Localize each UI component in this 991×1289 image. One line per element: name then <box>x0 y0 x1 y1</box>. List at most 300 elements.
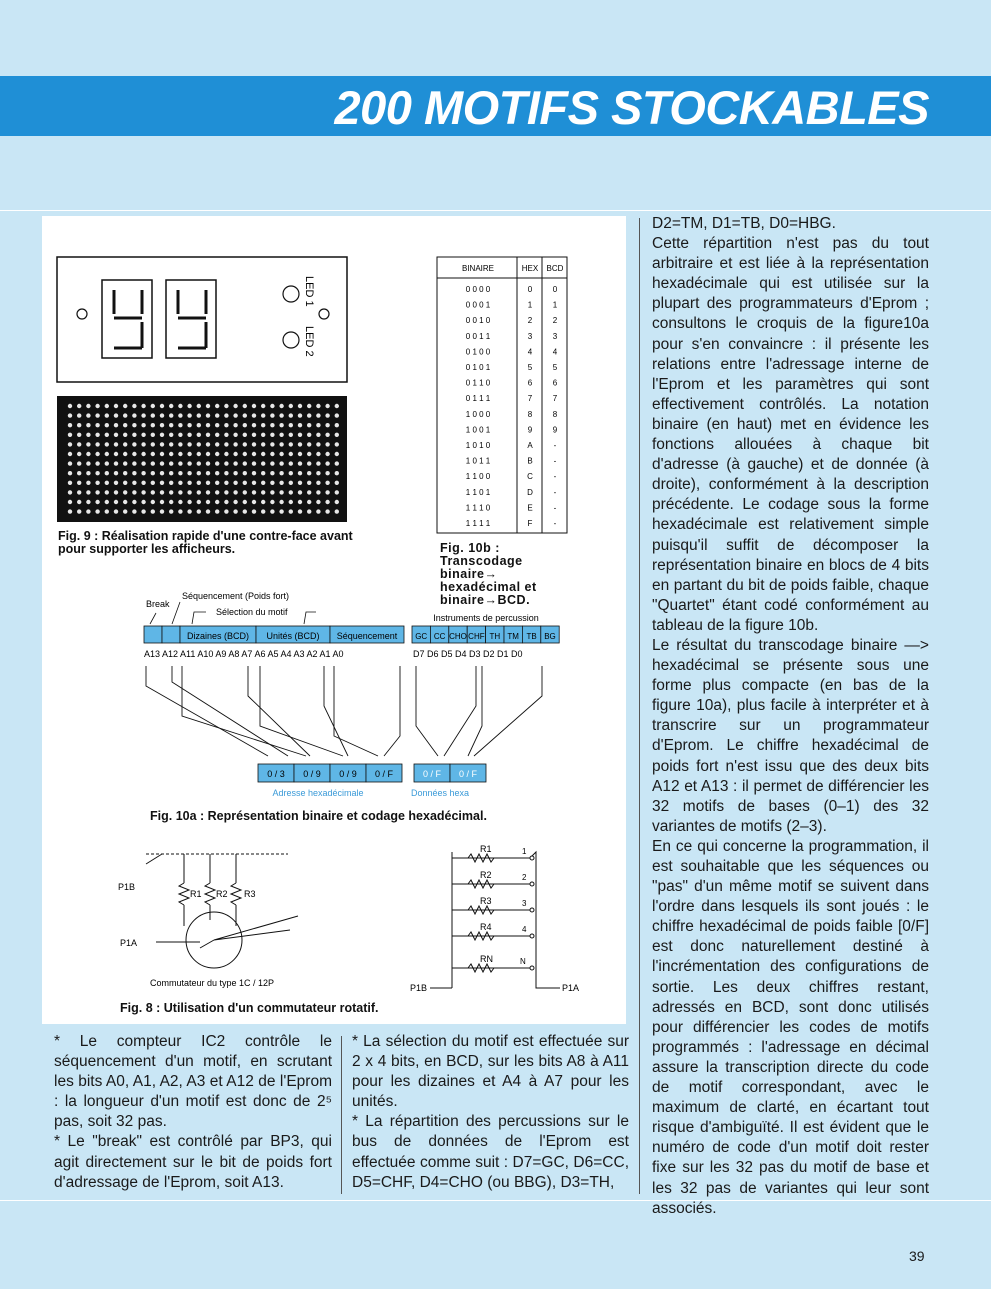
board-hole <box>68 452 72 456</box>
board-hole <box>335 442 339 446</box>
board-hole <box>114 509 118 513</box>
table-hex-cell: E <box>527 503 533 513</box>
board-hole <box>215 442 219 446</box>
board-hole <box>335 490 339 494</box>
board-hole <box>151 442 155 446</box>
board-hole <box>307 433 311 437</box>
board-hole <box>252 442 256 446</box>
board-hole <box>252 500 256 504</box>
board-hole <box>77 442 81 446</box>
table-bcd-cell: - <box>553 503 557 513</box>
board-hole <box>114 442 118 446</box>
board-hole <box>224 490 228 494</box>
board-hole <box>169 490 173 494</box>
board-hole <box>105 404 109 408</box>
board-hole <box>68 471 72 475</box>
table-hex-cell: 6 <box>527 378 533 388</box>
board-hole <box>270 433 274 437</box>
board-hole <box>206 433 210 437</box>
board-hole <box>233 490 237 494</box>
board-hole <box>160 423 164 427</box>
board-hole <box>289 461 293 465</box>
board-hole <box>289 490 293 494</box>
board-hole <box>151 404 155 408</box>
table-binary-cell: 0 0 0 0 <box>465 285 491 294</box>
board-hole <box>243 404 247 408</box>
data-hex-label: Données hexa <box>410 788 470 798</box>
board-hole <box>298 500 302 504</box>
board-hole <box>279 404 283 408</box>
fig10b-table <box>436 256 568 534</box>
board-hole <box>197 500 201 504</box>
board-hole <box>206 442 210 446</box>
board-hole <box>279 413 283 417</box>
board-hole <box>197 404 201 408</box>
board-hole <box>261 433 265 437</box>
fig10b-caption: Fig. 10b : Transcodage binaire→ hexadécimal et binaire→BCD. <box>440 541 537 607</box>
board-hole <box>151 461 155 465</box>
board-hole <box>187 413 191 417</box>
table-bcd-cell: 0 <box>552 285 558 294</box>
board-hole <box>335 471 339 475</box>
board-hole <box>141 500 145 504</box>
board-hole <box>325 452 329 456</box>
board-hole <box>114 452 118 456</box>
board-hole <box>307 500 311 504</box>
board-hole <box>68 413 72 417</box>
board-hole <box>68 490 72 494</box>
board-hole <box>141 423 145 427</box>
table-binary-cell: 0 1 1 0 <box>465 378 491 388</box>
board-hole <box>169 481 173 485</box>
board-hole <box>178 413 182 417</box>
board-hole <box>298 413 302 417</box>
fig8-r2-right: R2 <box>480 870 492 880</box>
board-hole <box>224 433 228 437</box>
table-bcd-cell: - <box>553 441 557 450</box>
board-hole <box>160 481 164 485</box>
board-hole <box>335 481 339 485</box>
board-hole <box>307 461 311 465</box>
board-hole <box>298 452 302 456</box>
board-hole <box>243 433 247 437</box>
table-binary-cell: 1 1 0 1 <box>465 487 491 497</box>
board-hole <box>243 413 247 417</box>
text-column-1 <box>54 1032 332 1193</box>
board-hole <box>206 471 210 475</box>
board-hole <box>252 433 256 437</box>
board-hole <box>197 509 201 513</box>
board-hole <box>261 442 265 446</box>
board-hole <box>279 490 283 494</box>
board-hole <box>252 481 256 485</box>
fig8-diagram <box>110 838 590 998</box>
board-hole <box>187 509 191 513</box>
board-hole <box>298 442 302 446</box>
table-hex-cell: 5 <box>527 363 533 372</box>
instrument-label: TH <box>489 632 501 641</box>
fig8-p1b-right: P1B <box>410 983 428 993</box>
board-hole <box>243 442 247 446</box>
table-binary-cell: 1 0 1 0 <box>465 441 491 450</box>
board-hole <box>215 423 219 427</box>
board-hole <box>270 471 274 475</box>
board-hole <box>160 413 164 417</box>
board-hole <box>233 413 237 417</box>
board-hole <box>95 471 99 475</box>
board-hole <box>178 461 182 465</box>
board-hole <box>325 442 329 446</box>
board-hole <box>206 500 210 504</box>
board-hole <box>68 404 72 408</box>
stripboard <box>57 396 347 522</box>
board-hole <box>169 423 173 427</box>
board-hole <box>261 404 265 408</box>
board-hole <box>132 471 136 475</box>
board-hole <box>307 413 311 417</box>
board-hole <box>298 423 302 427</box>
board-hole <box>160 490 164 494</box>
board-hole <box>160 433 164 437</box>
board-hole <box>289 413 293 417</box>
board-hole <box>243 481 247 485</box>
fig8-switch-label: Commutateur du type 1C / 12P <box>150 978 275 988</box>
board-hole <box>77 433 81 437</box>
table-hex-cell: 3 <box>527 331 533 341</box>
fig8-p1a-left: P1A <box>120 938 138 948</box>
board-hole <box>252 423 256 427</box>
board-hole <box>187 461 191 465</box>
board-hole <box>261 509 265 513</box>
board-hole <box>169 452 173 456</box>
board-hole <box>114 500 118 504</box>
board-hole <box>123 490 127 494</box>
board-hole <box>68 500 72 504</box>
board-hole <box>215 500 219 504</box>
table-hex-cell: C <box>527 472 533 482</box>
board-hole <box>243 490 247 494</box>
board-hole <box>325 433 329 437</box>
board-hole <box>335 461 339 465</box>
board-hole <box>123 452 127 456</box>
board-hole <box>178 452 182 456</box>
board-hole <box>187 404 191 408</box>
board-hole <box>270 413 274 417</box>
board-hole <box>224 442 228 446</box>
hex-address-value: 0 / 9 <box>339 769 357 779</box>
fig8-r4-right: R4 <box>480 922 492 932</box>
board-hole <box>325 500 329 504</box>
board-hole <box>298 461 302 465</box>
table-binary-cell: 1 1 1 0 <box>465 503 491 513</box>
board-hole <box>77 461 81 465</box>
board-hole <box>197 423 201 427</box>
table-bcd-cell: - <box>553 456 557 466</box>
board-hole <box>105 500 109 504</box>
board-hole <box>224 471 228 475</box>
board-hole <box>325 461 329 465</box>
board-hole <box>105 471 109 475</box>
board-hole <box>307 490 311 494</box>
board-hole <box>105 423 109 427</box>
board-hole <box>270 490 274 494</box>
board-hole <box>224 509 228 513</box>
board-hole <box>289 471 293 475</box>
fig8-nn: N <box>520 957 526 966</box>
board-hole <box>114 490 118 494</box>
board-hole <box>224 404 228 408</box>
board-hole <box>215 404 219 408</box>
board-hole <box>123 423 127 427</box>
table-binary-cell: 0 0 1 1 <box>465 331 491 341</box>
board-hole <box>141 490 145 494</box>
board-hole <box>77 423 81 427</box>
board-hole <box>178 404 182 408</box>
board-hole <box>86 461 90 465</box>
board-hole <box>316 481 320 485</box>
board-hole <box>233 452 237 456</box>
board-hole <box>132 481 136 485</box>
board-hole <box>243 423 247 427</box>
text-column-3 <box>652 214 929 1217</box>
board-hole <box>224 423 228 427</box>
board-hole <box>77 500 81 504</box>
board-hole <box>178 481 182 485</box>
board-hole <box>86 452 90 456</box>
board-hole <box>316 404 320 408</box>
board-hole <box>151 471 155 475</box>
board-hole <box>289 509 293 513</box>
board-hole <box>178 442 182 446</box>
board-hole <box>215 461 219 465</box>
table-bcd-cell: 1 <box>552 300 558 310</box>
board-hole <box>335 500 339 504</box>
board-hole <box>105 490 109 494</box>
board-hole <box>206 413 210 417</box>
board-hole <box>270 423 274 427</box>
board-hole <box>325 471 329 475</box>
board-hole <box>261 423 265 427</box>
board-hole <box>233 404 237 408</box>
table-header-binaire: BINAIRE <box>461 264 495 273</box>
board-hole <box>114 423 118 427</box>
board-hole <box>169 471 173 475</box>
board-hole <box>316 471 320 475</box>
table-bcd-cell: 9 <box>552 425 558 435</box>
board-hole <box>215 490 219 494</box>
board-hole <box>77 404 81 408</box>
table-binary-cell: 1 1 1 1 <box>465 519 491 528</box>
table-binary-cell: 0 1 1 1 <box>465 394 491 404</box>
table-bcd-cell: - <box>553 519 557 528</box>
board-hole <box>187 481 191 485</box>
board-hole <box>141 452 145 456</box>
table-binary-cell: 0 0 1 0 <box>465 316 491 326</box>
board-hole <box>279 442 283 446</box>
fig10a-caption: Fig. 10a : Représentation binaire et codage hexadécimal. <box>150 809 487 823</box>
board-hole <box>141 461 145 465</box>
board-hole <box>77 471 81 475</box>
field-sequencement-label: Séquencement <box>336 631 398 641</box>
table-binary-cell: 0 1 0 1 <box>465 363 491 372</box>
board-hole <box>169 404 173 408</box>
board-hole <box>289 423 293 427</box>
board-hole <box>151 413 155 417</box>
board-hole <box>123 442 127 446</box>
board-hole <box>95 490 99 494</box>
instrument-label: CHF <box>468 632 485 641</box>
board-hole <box>279 452 283 456</box>
board-hole <box>335 404 339 408</box>
board-hole <box>206 461 210 465</box>
instrument-label: GC <box>415 632 428 641</box>
board-hole <box>178 500 182 504</box>
board-hole <box>95 461 99 465</box>
board-hole <box>141 413 145 417</box>
board-hole <box>307 442 311 446</box>
instrument-label: CC <box>433 632 446 641</box>
board-hole <box>307 481 311 485</box>
board-hole <box>160 471 164 475</box>
board-hole <box>132 404 136 408</box>
fig8-r1-right: R1 <box>480 844 492 854</box>
board-hole <box>160 461 164 465</box>
table-bcd-cell: - <box>553 487 557 497</box>
board-hole <box>114 433 118 437</box>
led2-label: LED 2 <box>303 326 315 357</box>
board-hole <box>123 461 127 465</box>
board-hole <box>105 413 109 417</box>
board-hole <box>169 500 173 504</box>
fig8-n1: 1 <box>522 847 527 856</box>
board-hole <box>307 423 311 427</box>
board-hole <box>270 404 274 408</box>
board-hole <box>178 433 182 437</box>
board-hole <box>261 413 265 417</box>
table-bcd-cell: 7 <box>552 394 558 404</box>
board-hole <box>206 452 210 456</box>
table-binary-cell: 0 1 0 0 <box>465 347 491 357</box>
table-hex-cell: 1 <box>527 300 533 310</box>
board-hole <box>86 509 90 513</box>
board-hole <box>187 442 191 446</box>
board-hole <box>325 490 329 494</box>
board-hole <box>86 481 90 485</box>
board-hole <box>105 461 109 465</box>
board-hole <box>307 452 311 456</box>
board-hole <box>132 433 136 437</box>
board-hole <box>316 413 320 417</box>
table-bcd-cell: - <box>553 472 557 482</box>
board-hole <box>206 509 210 513</box>
board-hole <box>151 452 155 456</box>
board-hole <box>316 442 320 446</box>
board-hole <box>178 490 182 494</box>
board-hole <box>224 461 228 465</box>
board-hole <box>197 442 201 446</box>
board-hole <box>252 471 256 475</box>
board-hole <box>270 442 274 446</box>
board-hole <box>95 481 99 485</box>
hex-address-value: 0 / 9 <box>303 769 321 779</box>
board-hole <box>307 404 311 408</box>
board-hole <box>335 509 339 513</box>
board-hole <box>298 509 302 513</box>
board-hole <box>252 490 256 494</box>
table-bcd-cell: 2 <box>552 316 558 326</box>
table-bcd-cell: 6 <box>552 378 558 388</box>
board-hole <box>233 423 237 427</box>
board-hole <box>105 452 109 456</box>
board-hole <box>261 481 265 485</box>
board-hole <box>298 404 302 408</box>
board-hole <box>233 509 237 513</box>
board-hole <box>233 481 237 485</box>
board-hole <box>132 413 136 417</box>
led1-label: LED 1 <box>303 276 315 307</box>
board-hole <box>95 413 99 417</box>
board-hole <box>141 433 145 437</box>
table-binary-cell: 1 0 0 0 <box>465 409 491 419</box>
board-hole <box>68 509 72 513</box>
board-hole <box>270 481 274 485</box>
board-hole <box>270 500 274 504</box>
board-hole <box>224 413 228 417</box>
board-hole <box>261 500 265 504</box>
board-hole <box>197 413 201 417</box>
fig8-caption: Fig. 8 : Utilisation d'un commutateur rotatif. <box>120 1001 379 1015</box>
board-hole <box>279 481 283 485</box>
table-binary-cell: 0 0 0 1 <box>465 300 491 310</box>
board-hole <box>215 452 219 456</box>
board-hole <box>289 433 293 437</box>
table-hex-cell: B <box>527 456 533 466</box>
board-hole <box>77 413 81 417</box>
board-hole <box>123 413 127 417</box>
table-bcd-cell: 8 <box>552 409 558 419</box>
board-hole <box>105 509 109 513</box>
board-hole <box>132 509 136 513</box>
fig8-rn-right: RN <box>480 954 493 964</box>
board-hole <box>95 452 99 456</box>
board-hole <box>141 442 145 446</box>
board-hole <box>325 481 329 485</box>
field-dizaines-label: Dizaines (BCD) <box>186 631 250 641</box>
board-hole <box>141 471 145 475</box>
board-hole <box>132 490 136 494</box>
col1-para-2: * Le "break" est contrôlé par BP3, qui agit directement sur le bit de poids fort d'adressage de l'Eprom, soit A13. <box>54 1133 332 1191</box>
board-hole <box>187 471 191 475</box>
instrument-label: BG <box>544 632 556 641</box>
board-hole <box>335 423 339 427</box>
board-hole <box>279 461 283 465</box>
board-hole <box>160 452 164 456</box>
fig8-r3: R3 <box>244 889 256 899</box>
table-hex-cell: 2 <box>527 316 533 326</box>
text-column-2 <box>352 1032 629 1193</box>
board-hole <box>151 490 155 494</box>
board-hole <box>77 509 81 513</box>
addr-field-a12 <box>162 626 180 643</box>
led1-icon <box>283 286 299 302</box>
board-hole <box>123 481 127 485</box>
board-hole <box>187 423 191 427</box>
board-hole <box>86 442 90 446</box>
board-hole <box>289 442 293 446</box>
board-hole <box>123 433 127 437</box>
board-hole <box>151 481 155 485</box>
col3-para-3: Le résultat du transcodage binaire —> hexadécimal se présente sous une forme plus compacte (en bas de la figure 10a), plus facile à interpréter et à transcrire sur un programmateur d'Eprom. Le chiffre hexadécimal de poids fort n'est issu que des deux bits A12 et A13 : il permet de différencier les 32 motifs de bases (0–1) des 32 variantes de motifs (2–3). <box>652 636 929 835</box>
